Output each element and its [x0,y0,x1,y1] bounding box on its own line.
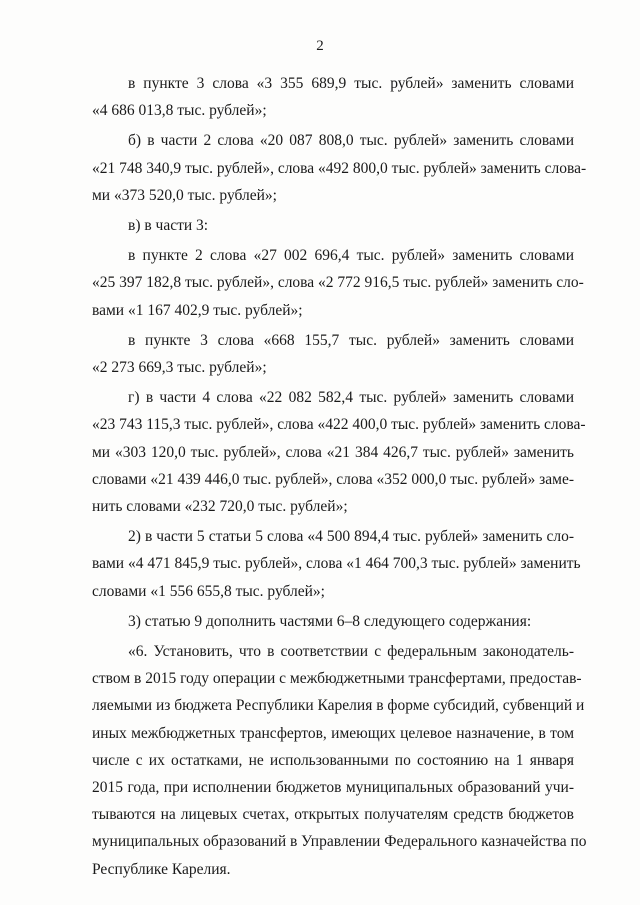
paragraph-line: словами «1 556 655,8 тыс. рублей»; [92,582,325,600]
paragraph-line: «6. Установить, что в соответствии с федеральным законодатель- [128,643,574,661]
paragraph-line: нить словами «232 720,0 тыс. рублей»; [92,498,348,516]
paragraph-line: «2 273 669,3 тыс. рублей»; [92,359,267,377]
paragraph-line: ляемыми из бюджета Республики Карелия в форме субсидий, субвенций и [92,697,585,715]
paragraph-line: числе с их остатками, не использованными по состоянию на 1 января [92,751,574,769]
document-body [92,70,587,883]
paragraph-line: в пункте 3 слова «3 355 689,9 тыс. рублей» заменить словами [128,75,574,92]
paragraph-line: 2015 года, при исполнении бюджетов муниципальных образований учи- [92,779,574,797]
paragraph-line: иных межбюджетных трансфертов, имеющих целевое назначение, в том [92,724,574,742]
paragraph-line: «4 686 013,8 тыс. рублей»; [92,102,267,120]
paragraph-line: вами «4 471 845,9 тыс. рублей», слова «1 464 700,3 тыс. рублей» заменить [92,555,581,573]
paragraph-line: «25 397 182,8 тыс. рублей», слова «2 772 916,5 тыс. рублей» заменить сло- [92,274,584,292]
paragraph-7 [92,523,581,605]
paragraph-line: г) в части 4 слова «22 082 582,4 тыс. рублей» заменить словами [128,389,574,407]
paragraph-line: ми «373 520,0 тыс. рублей»; [92,186,277,204]
paragraph-line: 2) в части 5 статьи 5 слова «4 500 894,4 тыс. рублей» заменить сло- [128,528,574,546]
paragraph-3 [92,212,574,239]
paragraph-4 [92,242,584,324]
paragraph-2 [92,127,587,209]
paragraph-6 [92,384,586,520]
paragraph-line: в) в части 3: [128,217,209,235]
paragraph-line: Республике Карелия. [92,860,231,878]
paragraph-5 [92,327,574,381]
paragraph-line: 3) статью 9 дополнить частями 6–8 следующего содержания: [128,612,532,630]
paragraph-8 [92,608,574,635]
paragraph-line: в пункте 2 слова «27 002 696,4 тыс. рублей» заменить словами [128,247,574,265]
paragraph-line: словами «21 439 446,0 тыс. рублей», слова «352 000,0 тыс. рублей» заме- [92,470,574,488]
paragraph-line: в пункте 3 слова «668 155,7 тыс. рублей» заменить словами [128,331,574,349]
paragraph-line: б) в части 2 слова «20 087 808,0 тыс. рублей» заменить словами [128,132,574,150]
paragraph-1 [92,70,574,124]
paragraph-line: «23 743 115,3 тыс. рублей», слова «422 400,0 тыс. рублей» заменить слова- [92,416,586,434]
paragraph-line: вами «1 167 402,9 тыс. рублей»; [92,301,303,319]
paragraph-line: муниципальных образований в Управлении Федерального казначейства по [92,833,587,851]
page-number: 2 [316,38,324,54]
paragraph-line: ми «303 120,0 тыс. рублей», слова «21 384 426,7 тыс. рублей» заменить [92,443,574,461]
paragraph-line: тываются на лицевых счетах, открытых получателям средств бюджетов [92,806,574,824]
paragraph-line: ством в 2015 году операции с межбюджетными трансфертами, предостав- [92,670,582,688]
paragraph-9 [92,638,587,883]
paragraph-line: «21 748 340,9 тыс. рублей», слова «492 800,0 тыс. рублей» заменить слова- [92,159,587,177]
